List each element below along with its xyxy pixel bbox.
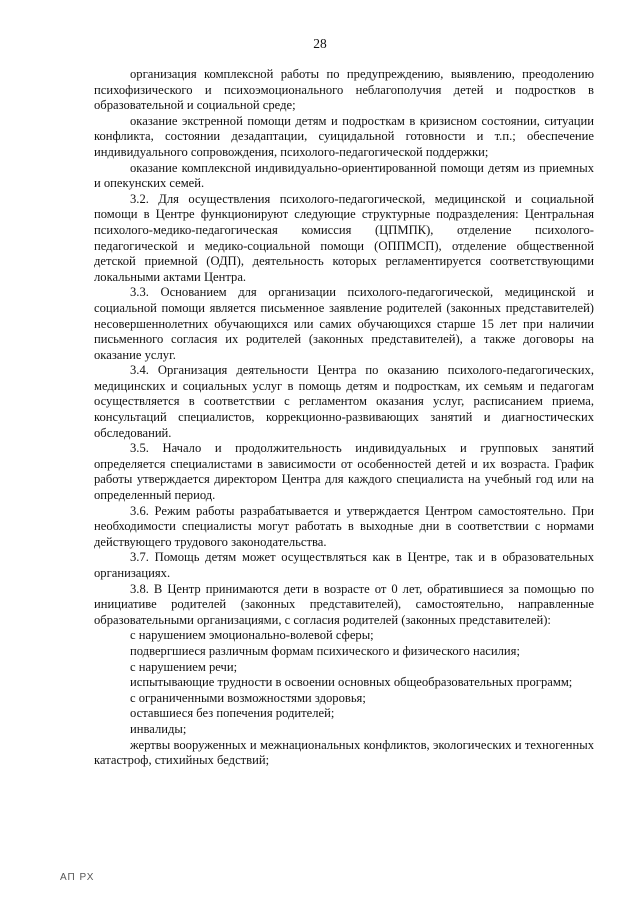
paragraph: оказание комплексной индивидуально-ориентированной помощи детям из приемных и опекунских семей. [94,160,594,191]
page-number: 28 [313,36,327,51]
paragraph: организация комплексной работы по предупреждению, выявлению, преодолению психофизического и психоэмоционального неблагополучия детей и подростков в образовательной и социальной среде; [94,67,594,113]
list-item: испытывающие трудности в освоении основных общеобразовательных программ; [130,675,573,690]
footer-stamp: АП РХ [60,872,95,883]
paragraph-section-3-4: 3.4. Организация деятельности Центра по оказанию психолого-педагогических, медицинских и социальных услуг в помощь детям и подросткам, их семьям и педагогам осуществляется в соответствии с регламентом оказания услуг, расписанием приема, консультаций специалистов, коррекционно-развивающих занятий и диагностических обследований. [94,363,594,440]
list-item: инвалиды; [130,721,187,736]
list-item: жертвы вооруженных и межнациональных конфликтов, экологических и техногенных катастроф, стихийных бедствий; [94,737,594,768]
paragraph: оказание экстренной помощи детям и подросткам в кризисном состоянии, ситуации конфликта, состоянии дезадаптации, суицидальной готовности и т.п.; обеспечение индивидуального сопровождения, психолого-педагогической поддержки; [94,113,594,159]
paragraph-section-3-7: 3.7. Помощь детям может осуществляться как в Центре, так и в образовательных организациях. [94,550,594,580]
document-body [94,67,594,769]
list-item: с нарушением эмоционально-волевой сферы; [130,628,374,643]
paragraph-section-3-3: 3.3. Основанием для организации психолого-педагогической, медицинской и социальной помощи является письменное заявление родителей (законных представителей) несовершеннолетних обучающихся или самих обучающихся старше 15 лет при наличии письменного согласия их родителей (законных представителей), а также договоры на оказание услуг. [94,285,594,362]
paragraph-section-3-2: 3.2. Для осуществления психолого-педагогической, медицинской и социальной помощи в Центре функционируют следующие структурные подразделения: Центральная психолого-медико-педагогическая комиссия (ЦПМПК), отделение психолого-педагогической и медико-социальной помощи (ОППМСП), отделение общественной детской приемной (ОДП), деятельность которых регламентируется соответствующими локальными актами Центра. [94,191,594,284]
list-item: подвергшиеся различным формам психического и физического насилия; [130,643,520,658]
paragraph-section-3-6: 3.6. Режим работы разрабатывается и утверждается Центром самостоятельно. При необходимости специалисты могут работать в выходные дни в соответствии с нормами действующего трудового законодательства. [94,503,594,549]
list-item: с ограниченными возможностями здоровья; [130,690,366,705]
paragraph-section-3-8: 3.8. В Центр принимаются дети в возрасте от 0 лет, обратившиеся за помощью по инициативе родителей (законных представителей), самостоятельно, направленные образовательными организациями, с согласия родителей (законных представителей): [94,581,594,627]
list-item: с нарушением речи; [130,659,238,674]
list-item: оставшиеся без попечения родителей; [130,706,335,721]
paragraph-section-3-5: 3.5. Начало и продолжительность индивидуальных и групповых занятий определяется специалистами в зависимости от особенностей детей и их возраста. График работы утверждается директором Центра для каждого специалиста на учебный год или на определенный период. [94,441,594,503]
